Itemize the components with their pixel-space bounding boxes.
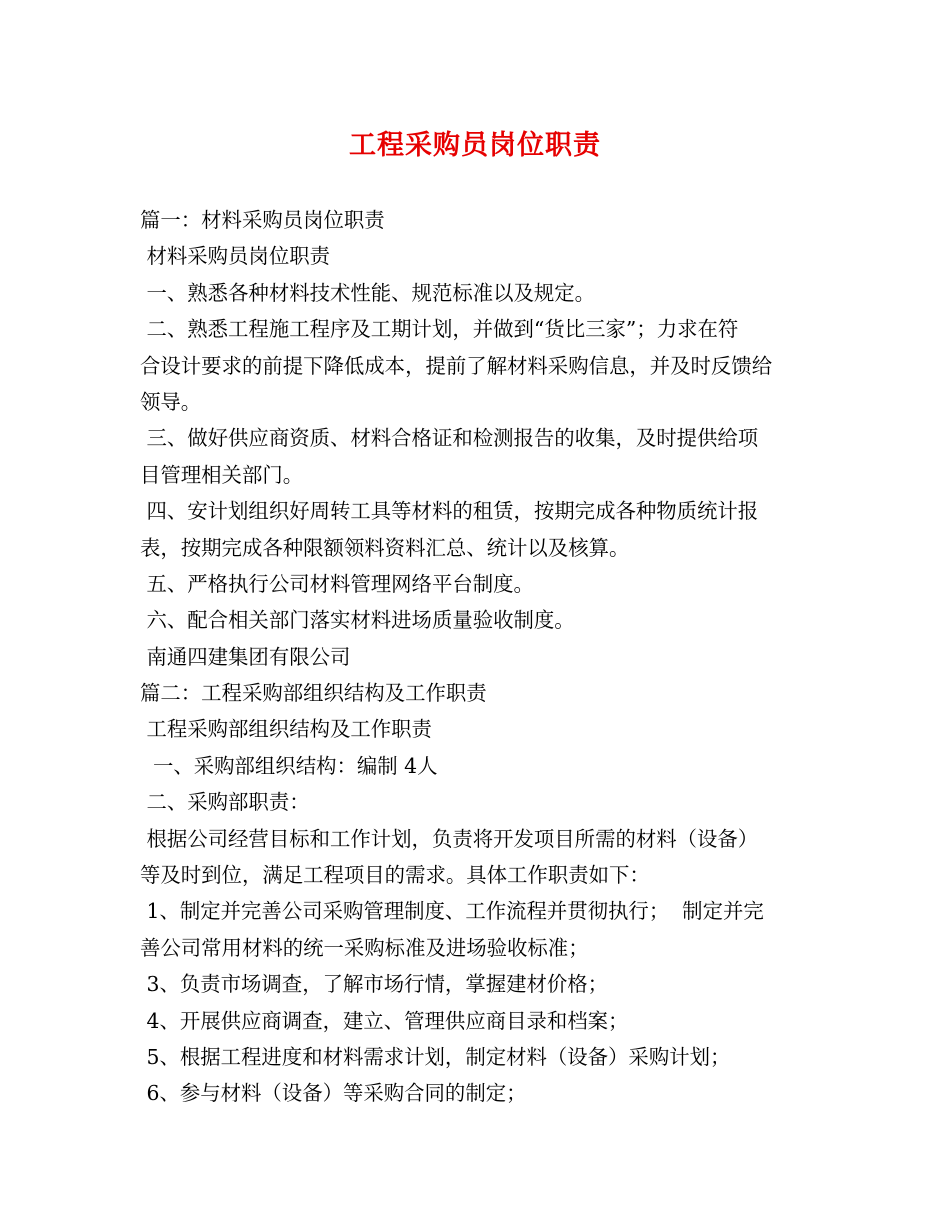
paragraph-line: 合设计要求的前提下降低成本，提前了解材料采购信息，并及时反馈给: [140, 353, 773, 378]
company-name: 南通四建集团有限公司: [140, 644, 351, 669]
paragraph-line: 二、采购部职责：: [140, 790, 310, 815]
section-heading: 篇一：材料采购员岗位职责: [140, 208, 385, 232]
document-body: [140, 202, 820, 1112]
paragraph-line: 目管理相关部门。: [140, 462, 304, 487]
paragraph-line: 表，按期完成各种限额领料资料汇总、统计以及核算。: [140, 535, 630, 560]
paragraph-line: 二、熟悉工程施工程序及工期计划，并做到“货比三家”；力求在符: [140, 317, 739, 342]
document-title: 工程采购员岗位职责: [349, 130, 601, 161]
paragraph-line: 五、严格执行公司材料管理网络平台制度。: [140, 571, 534, 596]
subsection-title: 材料采购员岗位职责: [140, 244, 330, 269]
paragraph-line: 四、安计划组织好周转工具等材料的租赁，按期完成各种物质统计报: [140, 499, 759, 524]
paragraph-line: 善公司常用材料的统一采购标准及进场验收标准；: [140, 935, 589, 960]
paragraph-line: 1、制定并完善公司采购管理制度、工作流程并贯彻执行； 制定并完: [140, 899, 764, 924]
paragraph-line: 4、开展供应商调查，建立、管理供应商目录和档案；: [140, 1008, 629, 1033]
section-heading: 篇二：工程采购部组织结构及工作职责: [140, 681, 487, 706]
paragraph-line: 6、参与材料（设备）等采购合同的制定；: [140, 1081, 527, 1106]
subsection-title: 工程采购部组织结构及工作职责: [140, 717, 432, 742]
paragraph-line: 3、负责市场调查，了解市场行情，掌握建材价格；: [140, 972, 609, 997]
paragraph-line: 三、做好供应商资质、材料合格证和检测报告的收集，及时提供给项: [140, 426, 759, 451]
paragraph-line: 根据公司经营目标和工作计划，负责将开发项目所需的材料（设备）: [140, 826, 759, 851]
paragraph-line: 等及时到位，满足工程项目的需求。具体工作职责如下：: [140, 863, 650, 888]
paragraph-line: 一、熟悉各种材料技术性能、规范标准以及规定。: [140, 280, 596, 305]
paragraph-line: 5、根据工程进度和材料需求计划，制定材料（设备）采购计划；: [140, 1044, 731, 1069]
paragraph-line: 领导。: [140, 389, 202, 414]
paragraph-line: 一、采购部组织结构：编制 4人: [140, 753, 438, 778]
paragraph-line: 六、配合相关部门落实材料进场质量验收制度。: [140, 608, 575, 633]
